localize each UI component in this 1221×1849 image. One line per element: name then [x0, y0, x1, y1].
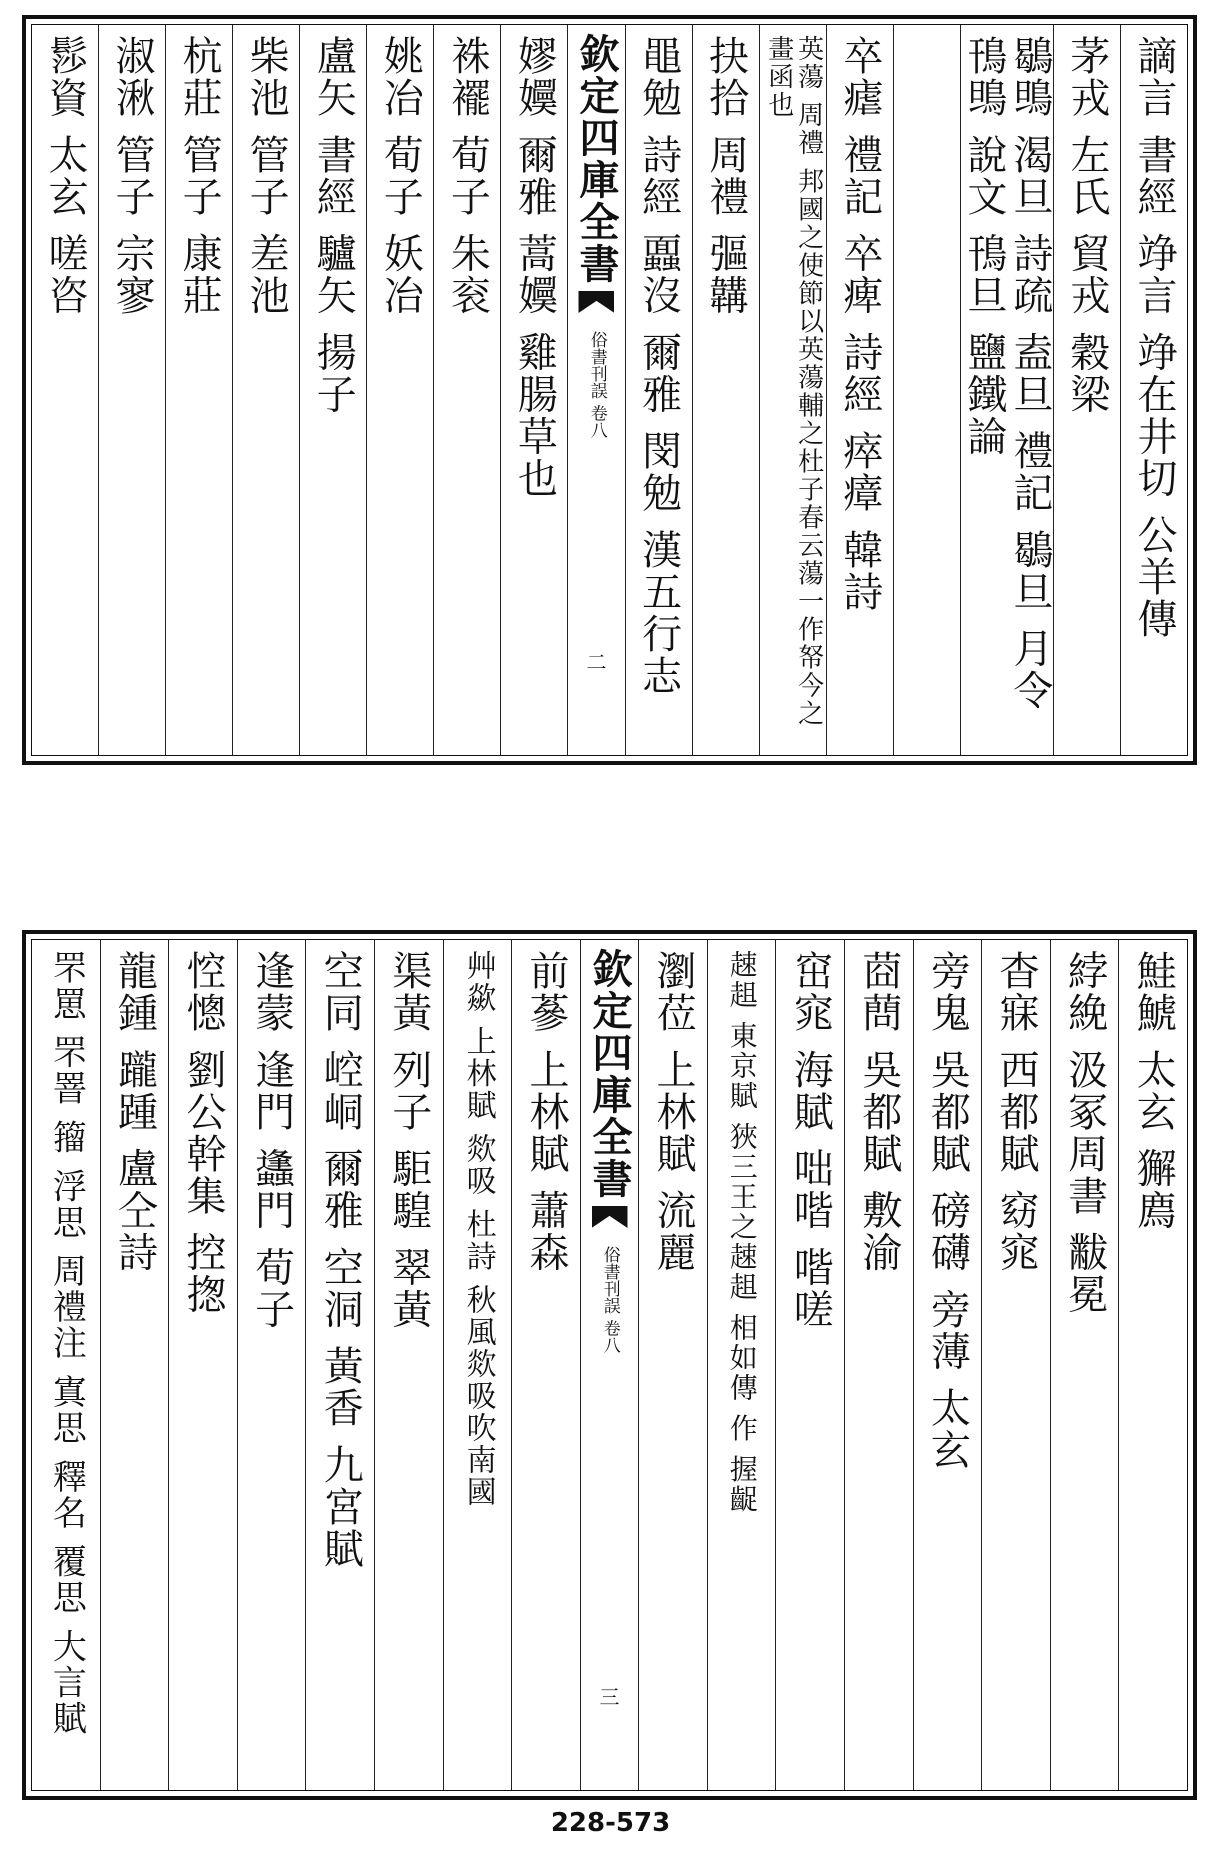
column-text: 姚冶 荀子 妖冶 — [377, 35, 424, 317]
column-text: 綍絻 汲冢周書 黻冕 — [1061, 950, 1108, 1316]
column-text: 空同 崆峒 爾雅 空洞 黃香 九宮賦 — [317, 950, 364, 1570]
bottom-columns — [32, 940, 1187, 1790]
column-text: 袾襬 荀子 朱衮 — [444, 35, 491, 317]
text-column — [893, 25, 960, 755]
text-column — [32, 940, 100, 1790]
text-column — [1118, 940, 1187, 1790]
column-text: 杭莊 管子 康莊 — [176, 35, 223, 317]
text-column — [707, 940, 776, 1790]
text-column — [366, 25, 433, 755]
column-text: 鶡鴠 渴旦 詩疏 盍旦 禮記 鶡旦 月令 鳱鴠 說文 鳱旦 鹽鐵論 — [960, 35, 1053, 727]
column-text: 莔蔄 吳都賦 敷渝 — [855, 950, 902, 1274]
book-title: 欽定四庫全書 — [573, 33, 620, 285]
chapter-label: 俗書刊誤 卷八 — [586, 331, 607, 439]
text-column — [100, 940, 169, 1790]
top-panel — [22, 15, 1197, 765]
text-column — [374, 940, 443, 1790]
column-text: 淑湫 管子 宗寥 — [109, 35, 156, 317]
text-column — [168, 940, 237, 1790]
chapter-label: 俗書刊誤 卷八 — [599, 1246, 620, 1354]
text-column — [625, 25, 692, 755]
page-number: 三 — [599, 1685, 620, 1709]
text-column — [826, 25, 893, 755]
text-column — [913, 940, 982, 1790]
fishtail-mark-icon — [592, 1206, 628, 1228]
column-text: 鮭鯱 太玄 獬廌 — [1130, 950, 1177, 1232]
column-text: 茅戎 左氏 貿戎 穀梁 — [1063, 35, 1110, 416]
column-text: 前蔘 上林賦 蕭森 — [523, 950, 569, 1274]
text-column — [1120, 25, 1187, 755]
column-text: 黽勉 詩經 蠠沒 爾雅 閔勉 漢五行志 — [635, 35, 682, 697]
top-columns — [32, 25, 1187, 755]
column-text: 悾憁 劉公幹集 控揔 — [180, 950, 227, 1316]
page-number: 二 — [586, 650, 607, 674]
text-column — [165, 25, 232, 755]
text-column — [638, 940, 707, 1790]
column-text: 柴池 管子 差池 — [243, 35, 290, 317]
text-column — [1053, 25, 1120, 755]
text-column — [511, 940, 580, 1790]
column-text: 艸歘 上林賦 欻吸 杜詩 秋風欻吸吹南國 — [460, 950, 496, 1509]
text-column — [692, 25, 759, 755]
text-column — [299, 25, 366, 755]
text-column — [960, 25, 1053, 755]
text-column — [32, 25, 98, 755]
book-title: 欽定四庫全書 — [586, 948, 634, 1200]
text-column — [443, 940, 512, 1790]
column-text: 抉拾 周禮 彄韝 — [702, 35, 749, 317]
column-text: 謫言 書經 竫言 竫在井切 公羊傳 — [1130, 35, 1177, 640]
text-column — [981, 940, 1050, 1790]
text-column — [433, 25, 500, 755]
text-column — [844, 940, 913, 1790]
column-text: 瀏莅 上林賦 流麗 — [650, 950, 697, 1274]
column-text: 龍鍾 躘踵 盧仝詩 — [111, 950, 158, 1274]
column-text: 髿資 太玄 嗟咨 — [41, 35, 88, 317]
column-text: 渠黃 列子 駏騜 翠黃 — [385, 950, 432, 1331]
text-column — [232, 25, 299, 755]
column-text: 英蕩 周禮 邦國之使節以英蕩輔之杜子春云蕩一作帑今之畫函也 — [763, 35, 824, 728]
bottom-panel — [22, 930, 1197, 1800]
column-text: 窋窕 海賦 咄喈 喈嗟 — [787, 950, 834, 1331]
page-code: 228-573 — [550, 1808, 671, 1838]
column-text: 罘罳 罘罯 籀 浮思 周禮注 寘思 釋名 覆思 大言賦 — [46, 950, 87, 1737]
column-text: 卒瘧 禮記 卒痺 詩經 瘁瘴 韓詩 — [836, 35, 883, 613]
fishtail-mark-icon — [578, 291, 614, 313]
column-text: 逢蒙 逢門 蠭門 荀子 — [248, 950, 295, 1331]
text-column — [500, 25, 567, 755]
text-column — [237, 940, 306, 1790]
text-column — [98, 25, 165, 755]
column-text: 趚趄 東京賦 狹三王之趚趄 相如傳 作 握齪 — [725, 950, 759, 1515]
text-column — [759, 25, 826, 755]
center-fold-column — [580, 940, 638, 1790]
text-column — [305, 940, 374, 1790]
column-text: 旁鬼 吳都賦 磅礴 旁薄 太玄 — [924, 950, 971, 1471]
text-column — [1050, 940, 1119, 1790]
text-column — [775, 940, 844, 1790]
column-text: 嫪嬽 爾雅 蒿嬽 雞腸草也 — [511, 35, 558, 500]
center-fold-column — [567, 25, 624, 755]
column-text: 杳寐 西都賦 窈窕 — [993, 950, 1040, 1274]
column-text: 盧矢 書經 驢矢 揚子 — [310, 35, 357, 416]
